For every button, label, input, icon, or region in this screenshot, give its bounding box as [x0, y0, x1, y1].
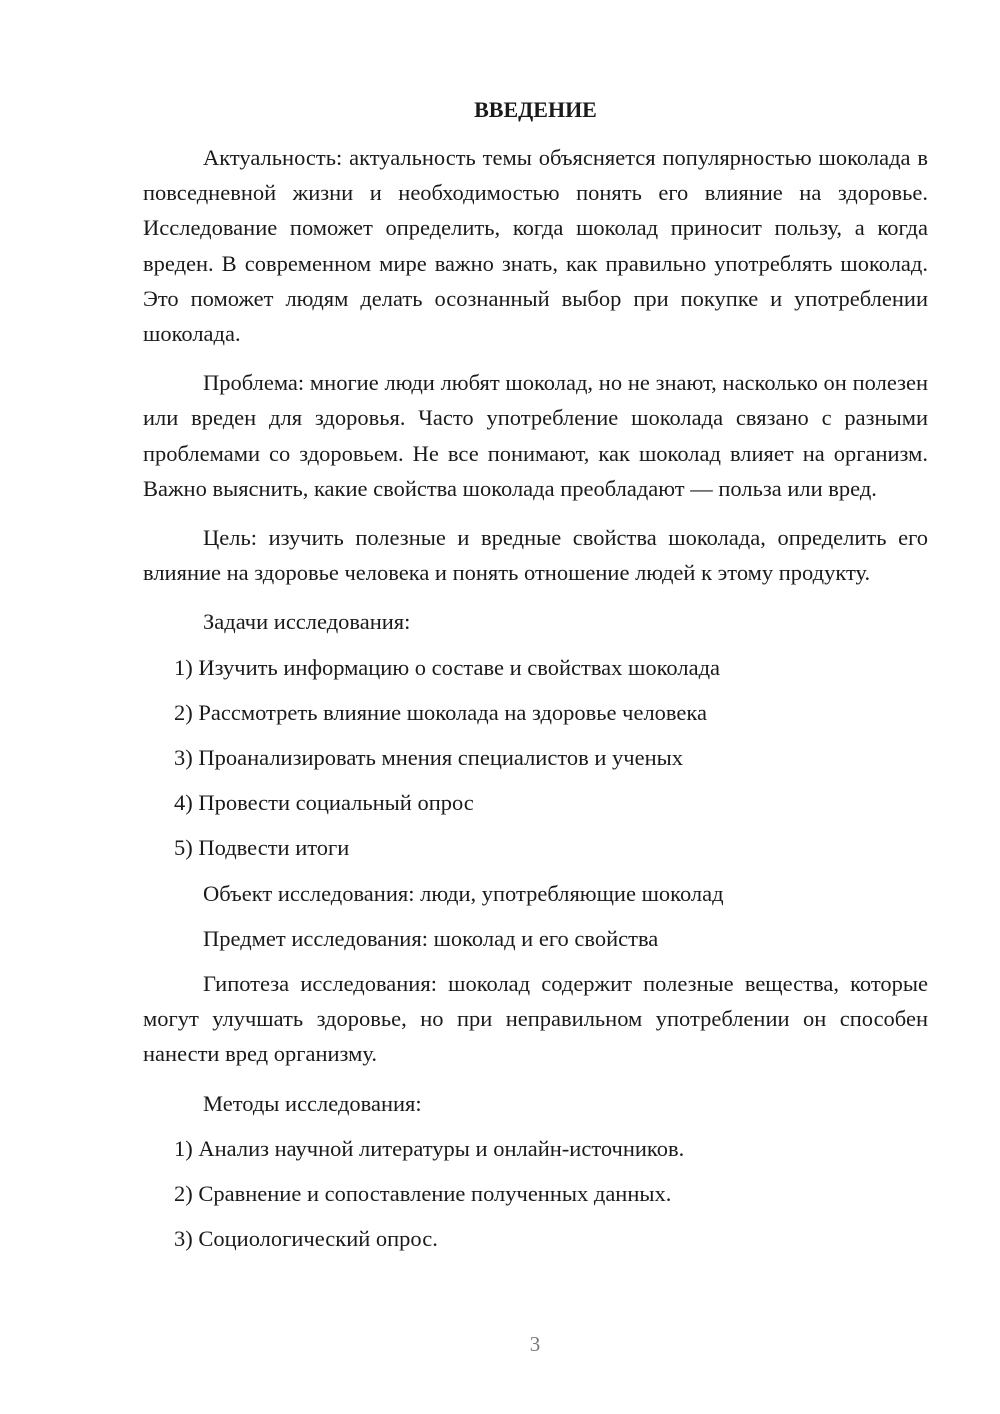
- relevance-paragraph: Актуальность: актуальность темы объясняется популярностью шоколада в повседневной жизни и необходимостью понять его влияние на здоровье. Исследование поможет определить, когда шоколад приносит пользу, а когда вреден. В современном мире важно знать, как правильно употреблять шоколад. Это поможет людям делать осознанный выбор при покупке и употреблении шоколада.: [143, 145, 928, 347]
- method-item: 1) Анализ научной литературы и онлайн-источников.: [174, 1135, 685, 1161]
- method-item: 2) Сравнение и сопоставление полученных данных.: [174, 1181, 672, 1207]
- tasks-heading: Задачи исследования:: [203, 609, 411, 635]
- task-item: 5) Подвести итоги: [174, 835, 350, 861]
- method-item: 3) Социологический опрос.: [174, 1226, 438, 1252]
- methods-heading: Методы исследования:: [203, 1090, 422, 1116]
- task-item: 4) Провести социальный опрос: [174, 790, 474, 816]
- problem-paragraph: Проблема: многие люди любят шоколад, но не знают, насколько он полезен или вреден для здоровья. Часто употребление шоколада связано с разными проблемами со здоровьем. Не все понимают, как шоколад влияет на организм. Важно выяснить, какие свойства шоколада преобладают — польза или вред.: [143, 370, 928, 501]
- document-page: [143, 94, 928, 1266]
- task-item: 3) Проанализировать мнения специалистов и ученых: [174, 745, 683, 771]
- task-item: 2) Рассмотреть влияние шоколада на здоровье человека: [174, 699, 707, 725]
- hypothesis-paragraph: Гипотеза исследования: шоколад содержит полезные вещества, которые могут улучшать здоровье, но при неправильном употреблении он способен нанести вред организму.: [143, 971, 928, 1067]
- research-subject: Предмет исследования: шоколад и его свойства: [203, 925, 659, 951]
- task-item: 1) Изучить информацию о составе и свойствах шоколада: [174, 654, 721, 680]
- goal-paragraph: Цель: изучить полезные и вредные свойства шоколада, определить его влияние на здоровье человека и понять отношение людей к этому продукту.: [143, 525, 928, 586]
- research-object: Объект исследования: люди, употребляющие шоколад: [203, 880, 724, 906]
- page-title: ВВЕДЕНИЕ: [474, 97, 597, 122]
- page-number: 3: [529, 1332, 541, 1356]
